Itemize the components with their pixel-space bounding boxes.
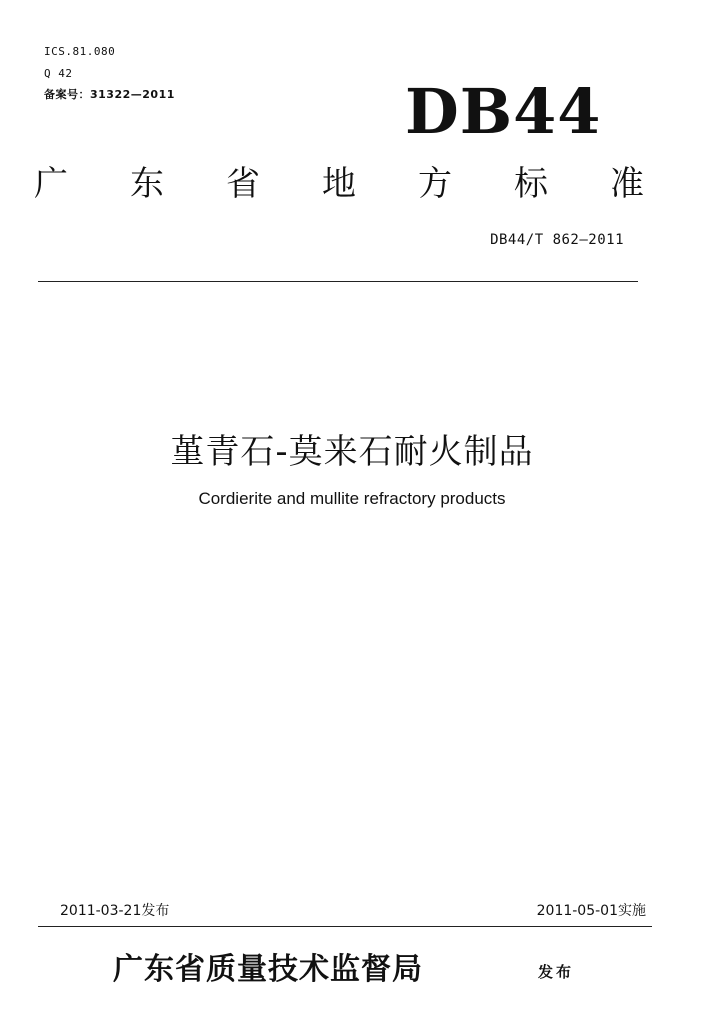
issued-label: 发布 (538, 963, 575, 981)
clc-code: Q 42 (44, 67, 73, 80)
standard-type-char: 东 (130, 164, 164, 204)
bottom-divider (38, 926, 652, 927)
standard-type-char: 方 (418, 164, 452, 204)
standard-type-heading (34, 162, 644, 206)
standard-type-char: 准 (610, 164, 644, 204)
title-chinese: 堇青石-莫来石耐火制品 (170, 432, 534, 472)
standard-number: DB44/T 862—2011 (490, 232, 624, 248)
standard-type-char: 地 (322, 164, 356, 204)
filing-number: 备案号：31322—2011 (44, 88, 175, 101)
issue-date: 2011-03-21发布 (60, 903, 170, 919)
standard-type-char: 省 (226, 164, 260, 204)
title-english: Cordierite and mullite refractory products (198, 489, 506, 508)
db44-logo: DB44 (405, 75, 602, 148)
standard-type-char: 广 (34, 164, 68, 204)
implementation-date: 2011-05-01实施 (536, 903, 646, 919)
top-divider (38, 281, 638, 282)
standard-type-char: 标 (514, 164, 548, 204)
issuing-authority: 广东省质量技术监督局 (113, 952, 423, 987)
ics-code: ICS.81.080 (44, 45, 116, 58)
